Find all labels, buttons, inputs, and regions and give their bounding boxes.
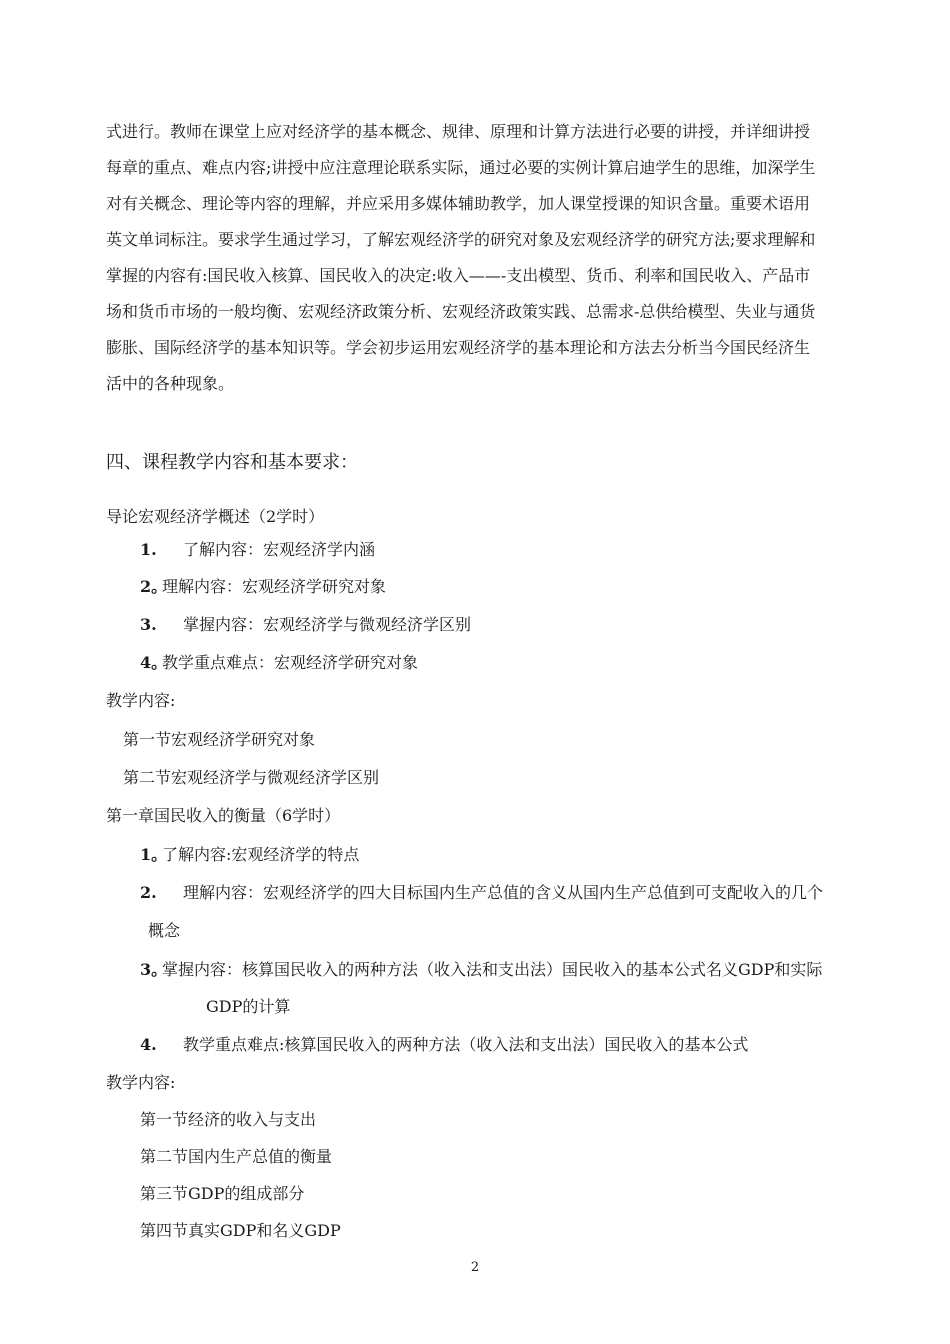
- page-number: 2: [470, 1260, 480, 1275]
- list-item: 教学重点难点：宏观经济学研究对象: [162, 653, 419, 672]
- list-item-number: 2。: [140, 577, 168, 596]
- paragraph-line: 掌握的内容有:国民收入核算、国民收入的决定:收入——-支出模型、货币、利率和国民收入、产品市: [106, 266, 811, 285]
- paragraph-line: 场和货币市场的一般均衡、宏观经济政策分析、宏观经济政策实践、总需求-总供给模型、失业与通货: [106, 302, 816, 321]
- section-item: 第一节宏观经济学研究对象: [123, 730, 316, 749]
- list-item-number: 1。: [140, 845, 168, 864]
- paragraph-line: 每章的重点、难点内容;讲授中应注意理论联系实际，通过必要的实例计算启迪学生的思维，加深学生: [106, 158, 816, 177]
- chapter-title: 导论宏观经济学概述（2学时）: [106, 507, 325, 526]
- list-item-number: 1.: [140, 540, 157, 559]
- list-item-continuation: GDP的计算: [206, 997, 291, 1016]
- section-item: 第二节宏观经济学与微观经济学区别: [123, 768, 380, 787]
- list-item-number: 3。: [140, 960, 168, 979]
- list-item-number: 3.: [140, 615, 157, 634]
- list-item-number: 2.: [140, 883, 157, 902]
- section-heading: 四、课程教学内容和基本要求：: [106, 452, 358, 473]
- paragraph-line: 对有关概念、理论等内容的理解，并应采用多媒体辅助教学，加人课堂授课的知识含量。重要术语用: [106, 194, 811, 213]
- section-item: 第三节GDP的组成部分: [140, 1184, 305, 1203]
- paragraph-line: 英文单词标注。要求学生通过学习，了解宏观经济学的研究对象及宏观经济学的研究方法;要求理解和: [106, 230, 816, 249]
- paragraph-line: 膨胀、国际经济学的基本知识等。学会初步运用宏观经济学的基本理论和方法去分析当今国民经济生: [106, 338, 811, 357]
- paragraph-line: 活中的各种现象。: [106, 374, 235, 393]
- list-item: 理解内容：宏观经济学的四大目标国内生产总值的含义从国内生产总值到可支配收入的几个: [183, 883, 824, 902]
- list-item: 掌握内容：核算国民收入的两种方法（收入法和支出法）国民收入的基本公式名义GDP和实际: [162, 960, 823, 979]
- section-item: 第一节经济的收入与支出: [140, 1110, 317, 1129]
- section-item: 第四节真实GDP和名义GDP: [140, 1221, 341, 1240]
- list-item-number: 4。: [140, 653, 168, 672]
- content-label: 教学内容:: [106, 691, 176, 710]
- list-item-number: 4.: [140, 1035, 157, 1054]
- paragraph-line: 式进行。教师在课堂上应对经济学的基本概念、规律、原理和计算方法进行必要的讲授，并详细讲授: [106, 122, 811, 141]
- list-item: 教学重点难点:核算国民收入的两种方法（收入法和支出法）国民收入的基本公式: [183, 1035, 749, 1054]
- list-item: 了解内容：宏观经济学内涵: [183, 540, 376, 559]
- list-item: 掌握内容：宏观经济学与微观经济学区别: [183, 615, 472, 634]
- section-item: 第二节国内生产总值的衡量: [140, 1147, 333, 1166]
- list-item: 理解内容：宏观经济学研究对象: [162, 577, 387, 596]
- content-label: 教学内容:: [106, 1073, 176, 1092]
- list-item: 了解内容:宏观经济学的特点: [162, 845, 360, 864]
- list-item-continuation: 概念: [148, 921, 181, 940]
- chapter-title: 第一章国民收入的衡量（6学时）: [106, 806, 341, 825]
